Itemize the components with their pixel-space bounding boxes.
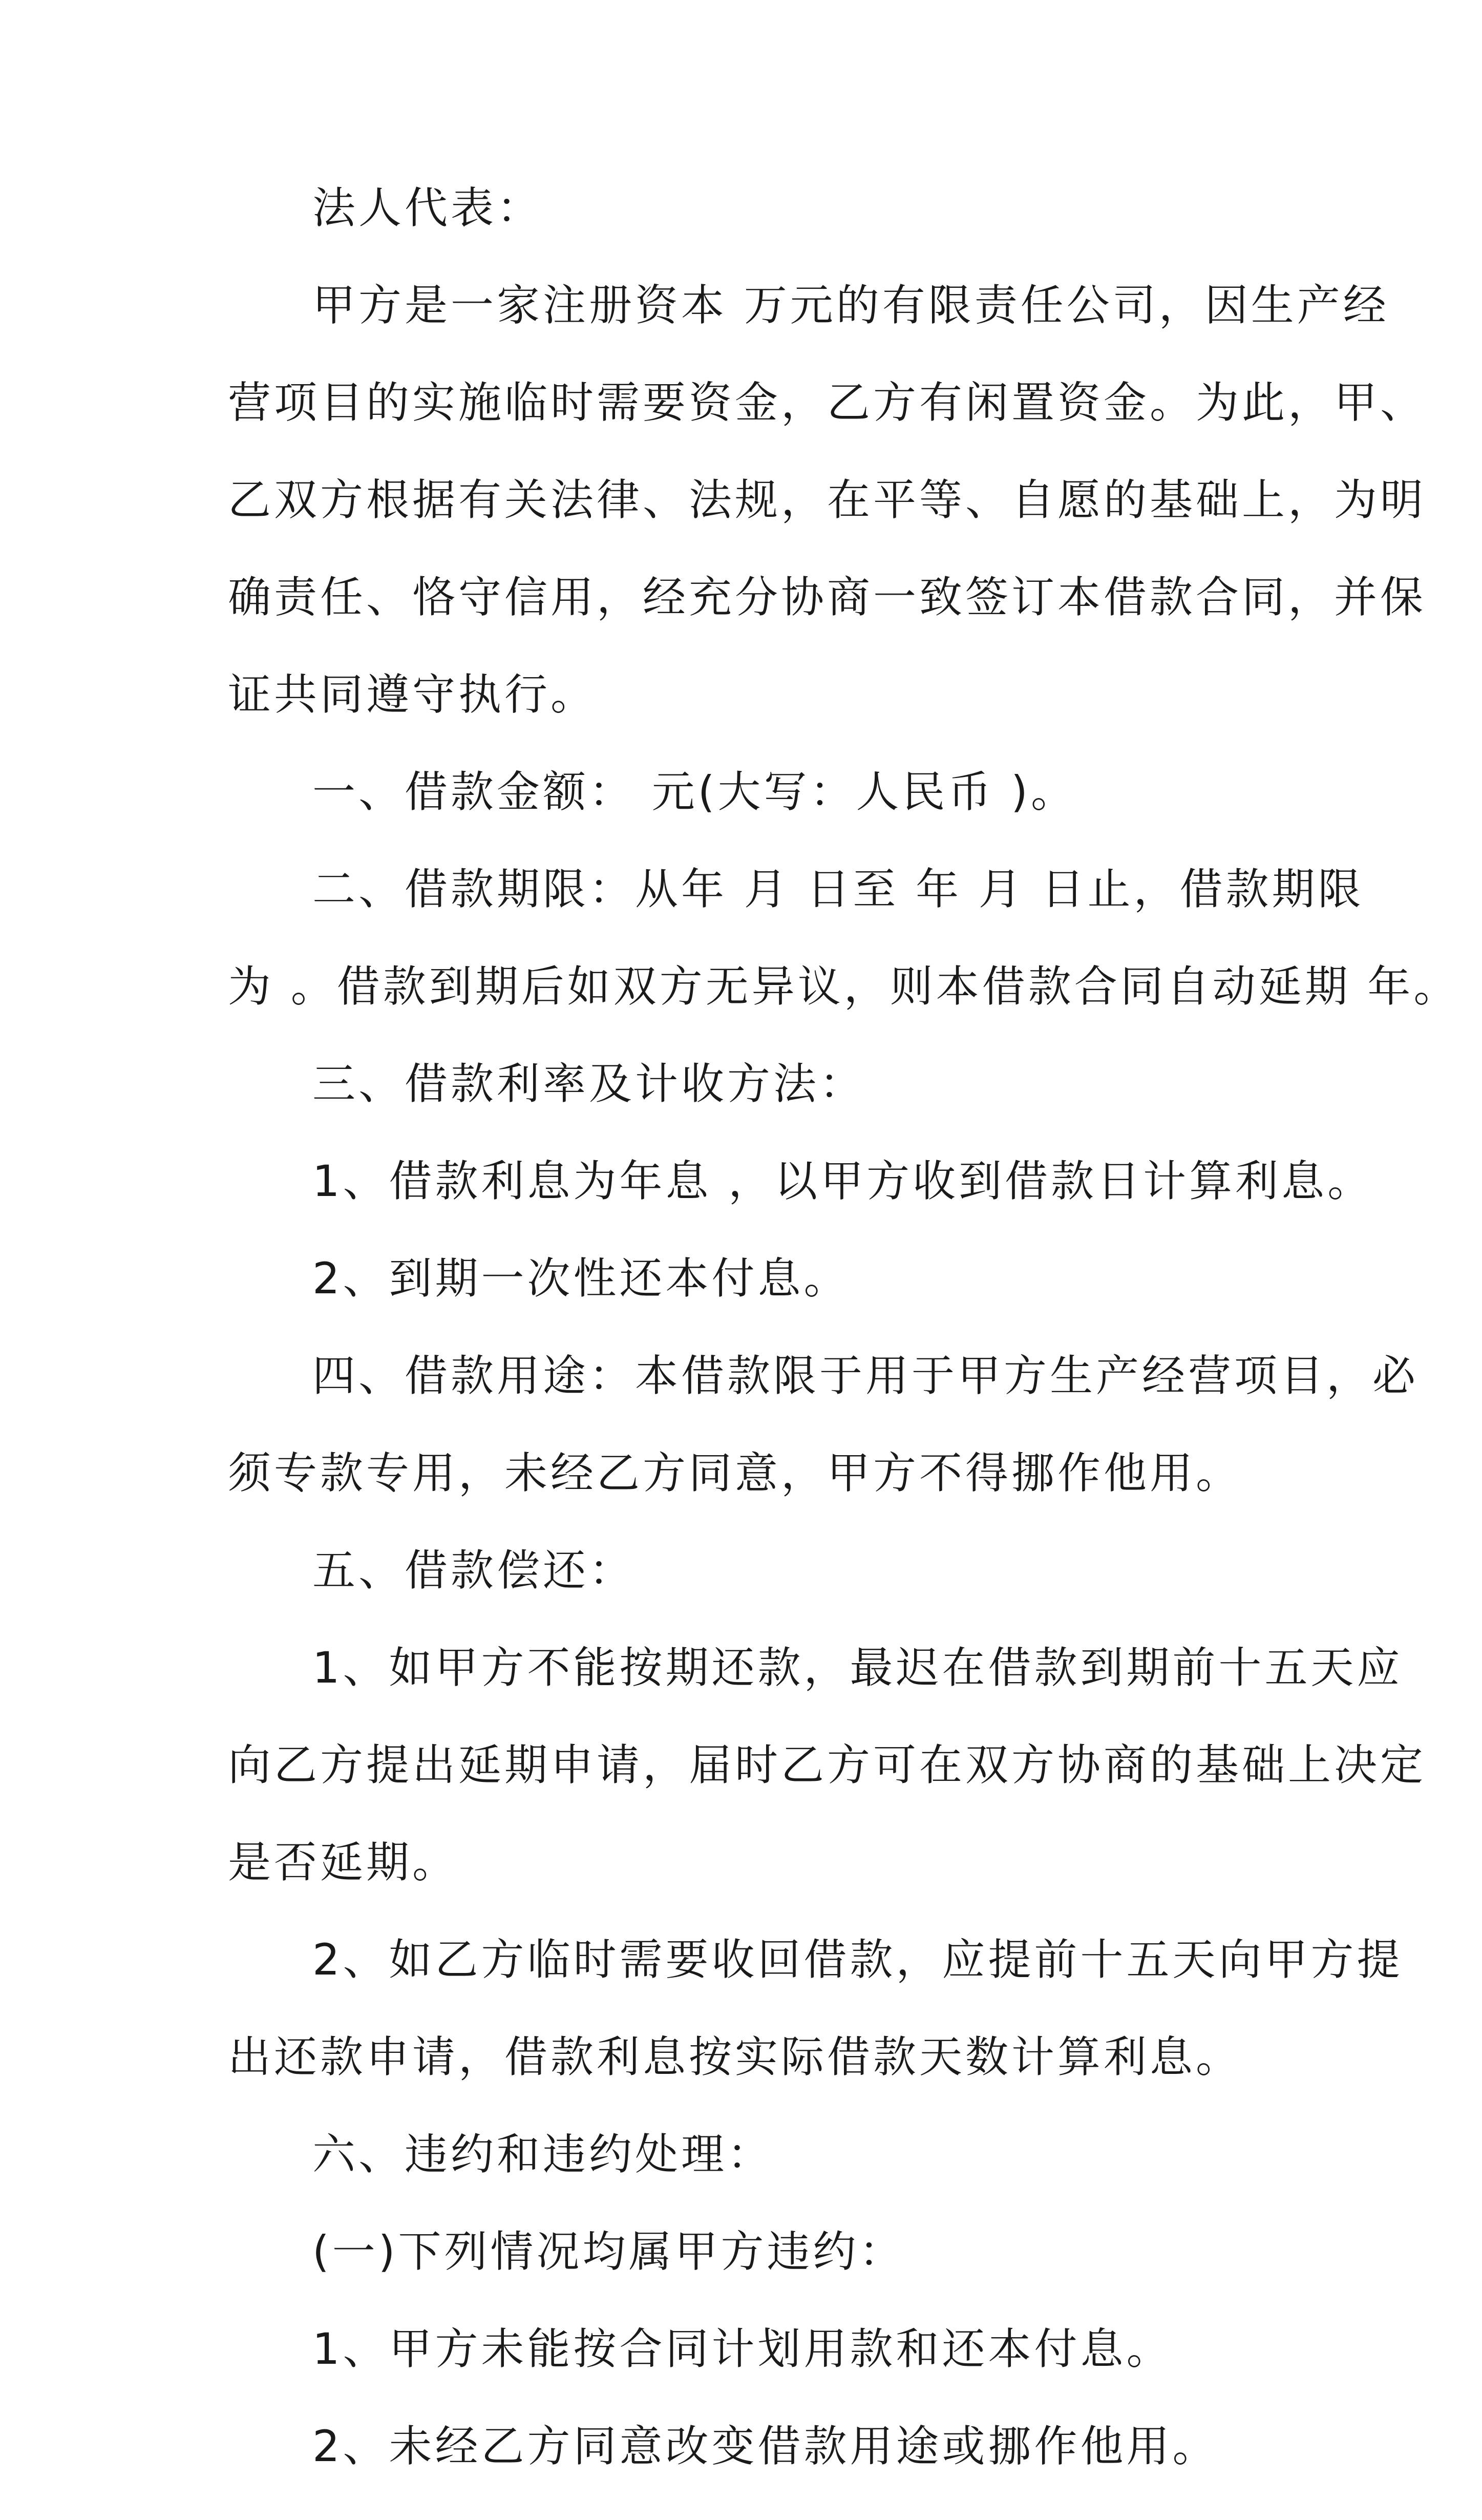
clause-loan-purpose: 四、借款用途：本借款限于用于甲方生产经营项目，必: [312, 1351, 1419, 1401]
paragraph-line: 营项目的实施临时需要资金，乙方有闲置资金。为此，甲、: [228, 377, 1427, 428]
list-item: 1、如甲方不能按期还款，最迟在借款到期前十五天应: [312, 1643, 1403, 1693]
paragraph-line: 须专款专用，未经乙方同意，甲方不得挪作他用。: [228, 1448, 1242, 1498]
paragraph-line: 确责任、恪守信用，经充分协商一致签订本借款合同，并保: [228, 572, 1427, 622]
document-body: [228, 183, 1460, 2520]
clause-repayment: 五、借款偿还：: [312, 1545, 636, 1595]
list-item: 1、借款利息为年息 ，以甲方收到借款日计算利息。: [312, 1156, 1374, 1206]
paragraph-line: 为 。借款到期后如双方无异议，则本借款合同自动延期 年。: [228, 961, 1460, 1012]
list-item: 2、到期一次性还本付息。: [312, 1253, 850, 1304]
paragraph-line: 出还款申请，借款利息按实际借款天数计算利息。: [228, 2032, 1242, 2082]
paragraph-line: 是否延期。: [228, 1837, 459, 1887]
clause-loan-amount: 一、借款金额： 元(大写：人民币 )。: [312, 767, 1077, 817]
list-item: 1、甲方未能按合同计划用款和还本付息。: [312, 2324, 1173, 2374]
legal-representative-line: 法人代表：: [312, 183, 543, 233]
clause-breach: 六、违约和违约处理：: [312, 2129, 774, 2179]
clause-loan-term: 二、借款期限：从年 月 日至 年 月 日止，借款期限: [312, 864, 1364, 914]
paragraph-line: 甲方是一家注册资本 万元的有限责任公司，因生产经: [312, 280, 1389, 330]
clause-interest-rate: 三、借款利率及计收方法：: [312, 1059, 866, 1109]
paragraph-line: 向乙方提出延期申请，届时乙方可在双方协商的基础上决定: [228, 1740, 1427, 1790]
list-item: 2、如乙方临时需要收回借款，应提前十五天向甲方提: [312, 1935, 1403, 1985]
list-item: 2、未经乙方同意改变借款用途或挪作他用。: [312, 2421, 1219, 2471]
paragraph-line: 证共同遵守执行。: [228, 669, 597, 720]
subclause-heading: (一)下列情况均属甲方违约：: [312, 2227, 905, 2277]
paragraph-line: 乙双方根据有关法律、法规，在平等、自愿的基础上，为明: [228, 475, 1427, 525]
